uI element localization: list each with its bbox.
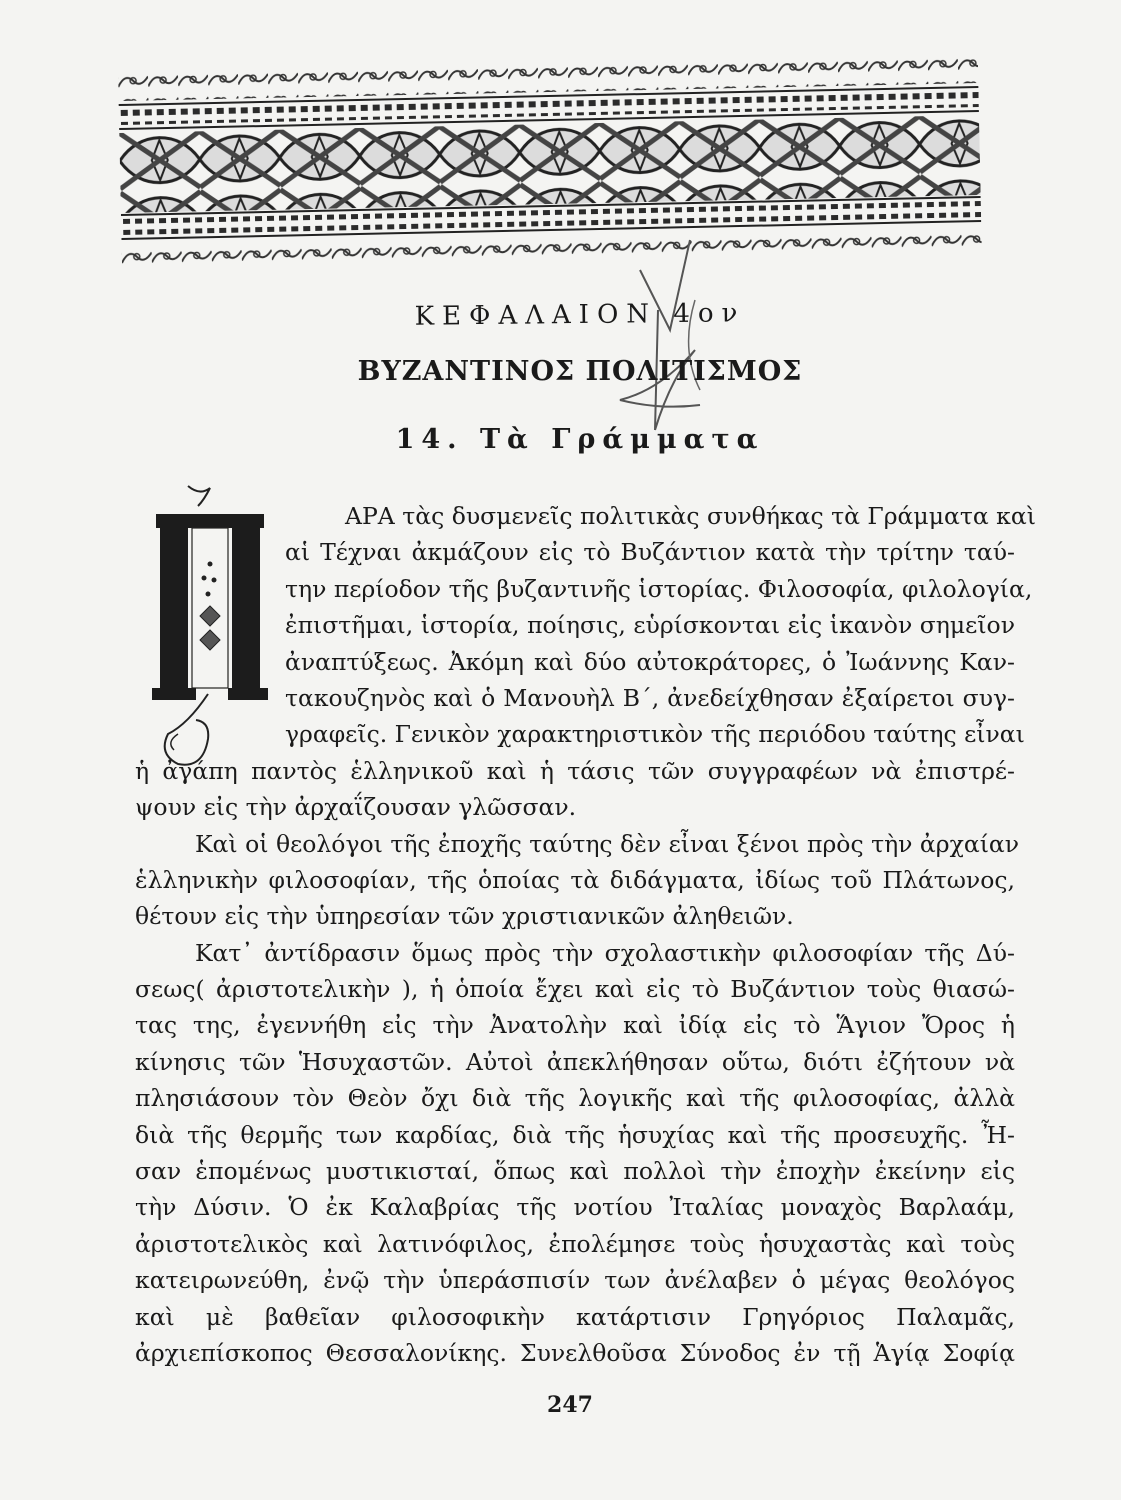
text-line: κατειρωνεύθη, ἐνῷ τὴν ὑπεράσπισίν των ἀνέλαβεν ὁ μέγας θεολόγος: [135, 1266, 1015, 1295]
text-line: ἀρχιεπίσκοπος Θεσσαλονίκης. Συνελθοῦσα Σύνοδος ἐν τῇ Ἁγίᾳ Σοφίᾳ: [135, 1338, 1015, 1367]
text-line: πλησιάσουν τὸν Θεὸν ὄχι διὰ τῆς λογικῆς καὶ τῆς φιλοσοφίας, ἀλλὰ: [135, 1084, 1015, 1113]
text-line: κίνησις τῶν Ἡσυχαστῶν. Αὐτοὶ ἀπεκλήθησαν οὕτω, διότι ἐζήτουν νὰ: [135, 1047, 1015, 1076]
text-line: την περίοδον τῆς βυζαντινῆς ἱστορίας. Φιλοσοφία, φιλολογία,: [285, 574, 1033, 603]
text-line: θέτουν εἰς τὴν ὑπηρεσίαν τῶν χριστιανικῶν ἀληθειῶν.: [135, 902, 794, 931]
text-line: γραφεῖς. Γενικὸν χαρακτηριστικὸν τῆς περιόδου ταύτης εἶναι: [285, 720, 1025, 749]
decorative-header-band: [118, 53, 982, 281]
text-line: ἐπιστῆμαι, ἱστορία, ποίησις, εὑρίσκονται εἰς ἱκανὸν σημεῖον: [285, 611, 1015, 640]
text-line: ἀριστοτελικὸς καὶ λατινόφιλος, ἐπολέμησε τοὺς ἡσυχαστὰς καὶ τοὺς: [135, 1229, 1015, 1258]
chapter-title: ΒΥΖΑΝΤΙΝΟΣ ΠΟΛΙΤΙΣΜΟΣ: [357, 356, 803, 387]
body-text: [135, 498, 1036, 1371]
text-line: τας της, ἐγεννήθη εἰς τὴν Ἀνατολὴν καὶ ἰδίᾳ εἰς τὸ Ἅγιον Ὄρος ἡ: [135, 1011, 1015, 1040]
chapter-label: ΚΕΦΑΛΑΙΟΝ 4ον: [414, 298, 746, 332]
text-line: ΑΡΑ τὰς δυσμενεῖς πολιτικὰς συνθήκας τὰ Γράμματα καὶ: [345, 502, 1036, 530]
section-title: 14. Τὰ Γράμματα: [395, 424, 765, 455]
text-line: ἡ ἀγάπη παντὸς ἑλληνικοῦ καὶ ἡ τάσις τῶν συγγραφέων νὰ ἐπιστρέ-: [135, 756, 1015, 785]
paragraph-2: [135, 826, 1020, 935]
handwritten-pencil-mark: [600, 230, 740, 440]
text-line: τακουζηνὸς καὶ ὁ Μανουὴλ Β΄, ἀνεδείχθησαν ἐξαίρετοι συγ-: [285, 683, 1015, 712]
text-line: Κατ᾽ ἀντίδρασιν ὅμως πρὸς τὴν σχολαστικὴν φιλοσοφίαν τῆς Δύ-: [195, 938, 1015, 967]
text-line: ἀναπτύξεως. Ἀκόμη καὶ δύο αὐτοκράτορες, ὁ Ἰωάννης Καν-: [285, 647, 1015, 676]
text-line: Καὶ οἱ θεολόγοι τῆς ἐποχῆς ταύτης δὲν εἶναι ξένοι πρὸς τὴν ἀρχαίαν: [195, 829, 1020, 858]
text-line: τὴν Δύσιν. Ὁ ἐκ Καλαβρίας τῆς νοτίου Ἰταλίας μοναχὸς Βαρλαάμ,: [135, 1193, 1015, 1222]
text-line: σεως( ἀριστοτελικὴν ), ἡ ὁποία ἔχει καὶ εἰς τὸ Βυζάντιον τοὺς θιασώ-: [135, 975, 1015, 1004]
text-line: αἱ Τέχναι ἀκμάζουν εἰς τὸ Βυζάντιον κατὰ τὴν τρίτην ταύ-: [285, 538, 1015, 567]
text-line: ἑλληνικὴν φιλοσοφίαν, τῆς ὁποίας τὰ διδάγματα, ἰδίως τοῦ Πλάτωνος,: [135, 865, 1015, 894]
paragraph-3: [135, 935, 1015, 1372]
text-line: διὰ τῆς θερμῆς των καρδίας, διὰ τῆς ἡσυχίας καὶ τῆς προσευχῆς. Ἦ-: [135, 1120, 1015, 1149]
text-line: καὶ μὲ βαθεῖαν φιλοσοφικὴν κατάρτισιν Γρηγόριος Παλαμᾶς,: [135, 1302, 1015, 1331]
text-line: ψουν εἰς τὴν ἀρχαΐζουσαν γλῶσσαν.: [135, 793, 577, 822]
text-line: σαν ἑπομένως μυστικισταί, ὅπως καὶ πολλοὶ τὴν ἐποχὴν ἐκείνην εἰς: [135, 1157, 1015, 1186]
paragraph-1: [135, 498, 1036, 826]
page-number: 247: [547, 1392, 593, 1418]
